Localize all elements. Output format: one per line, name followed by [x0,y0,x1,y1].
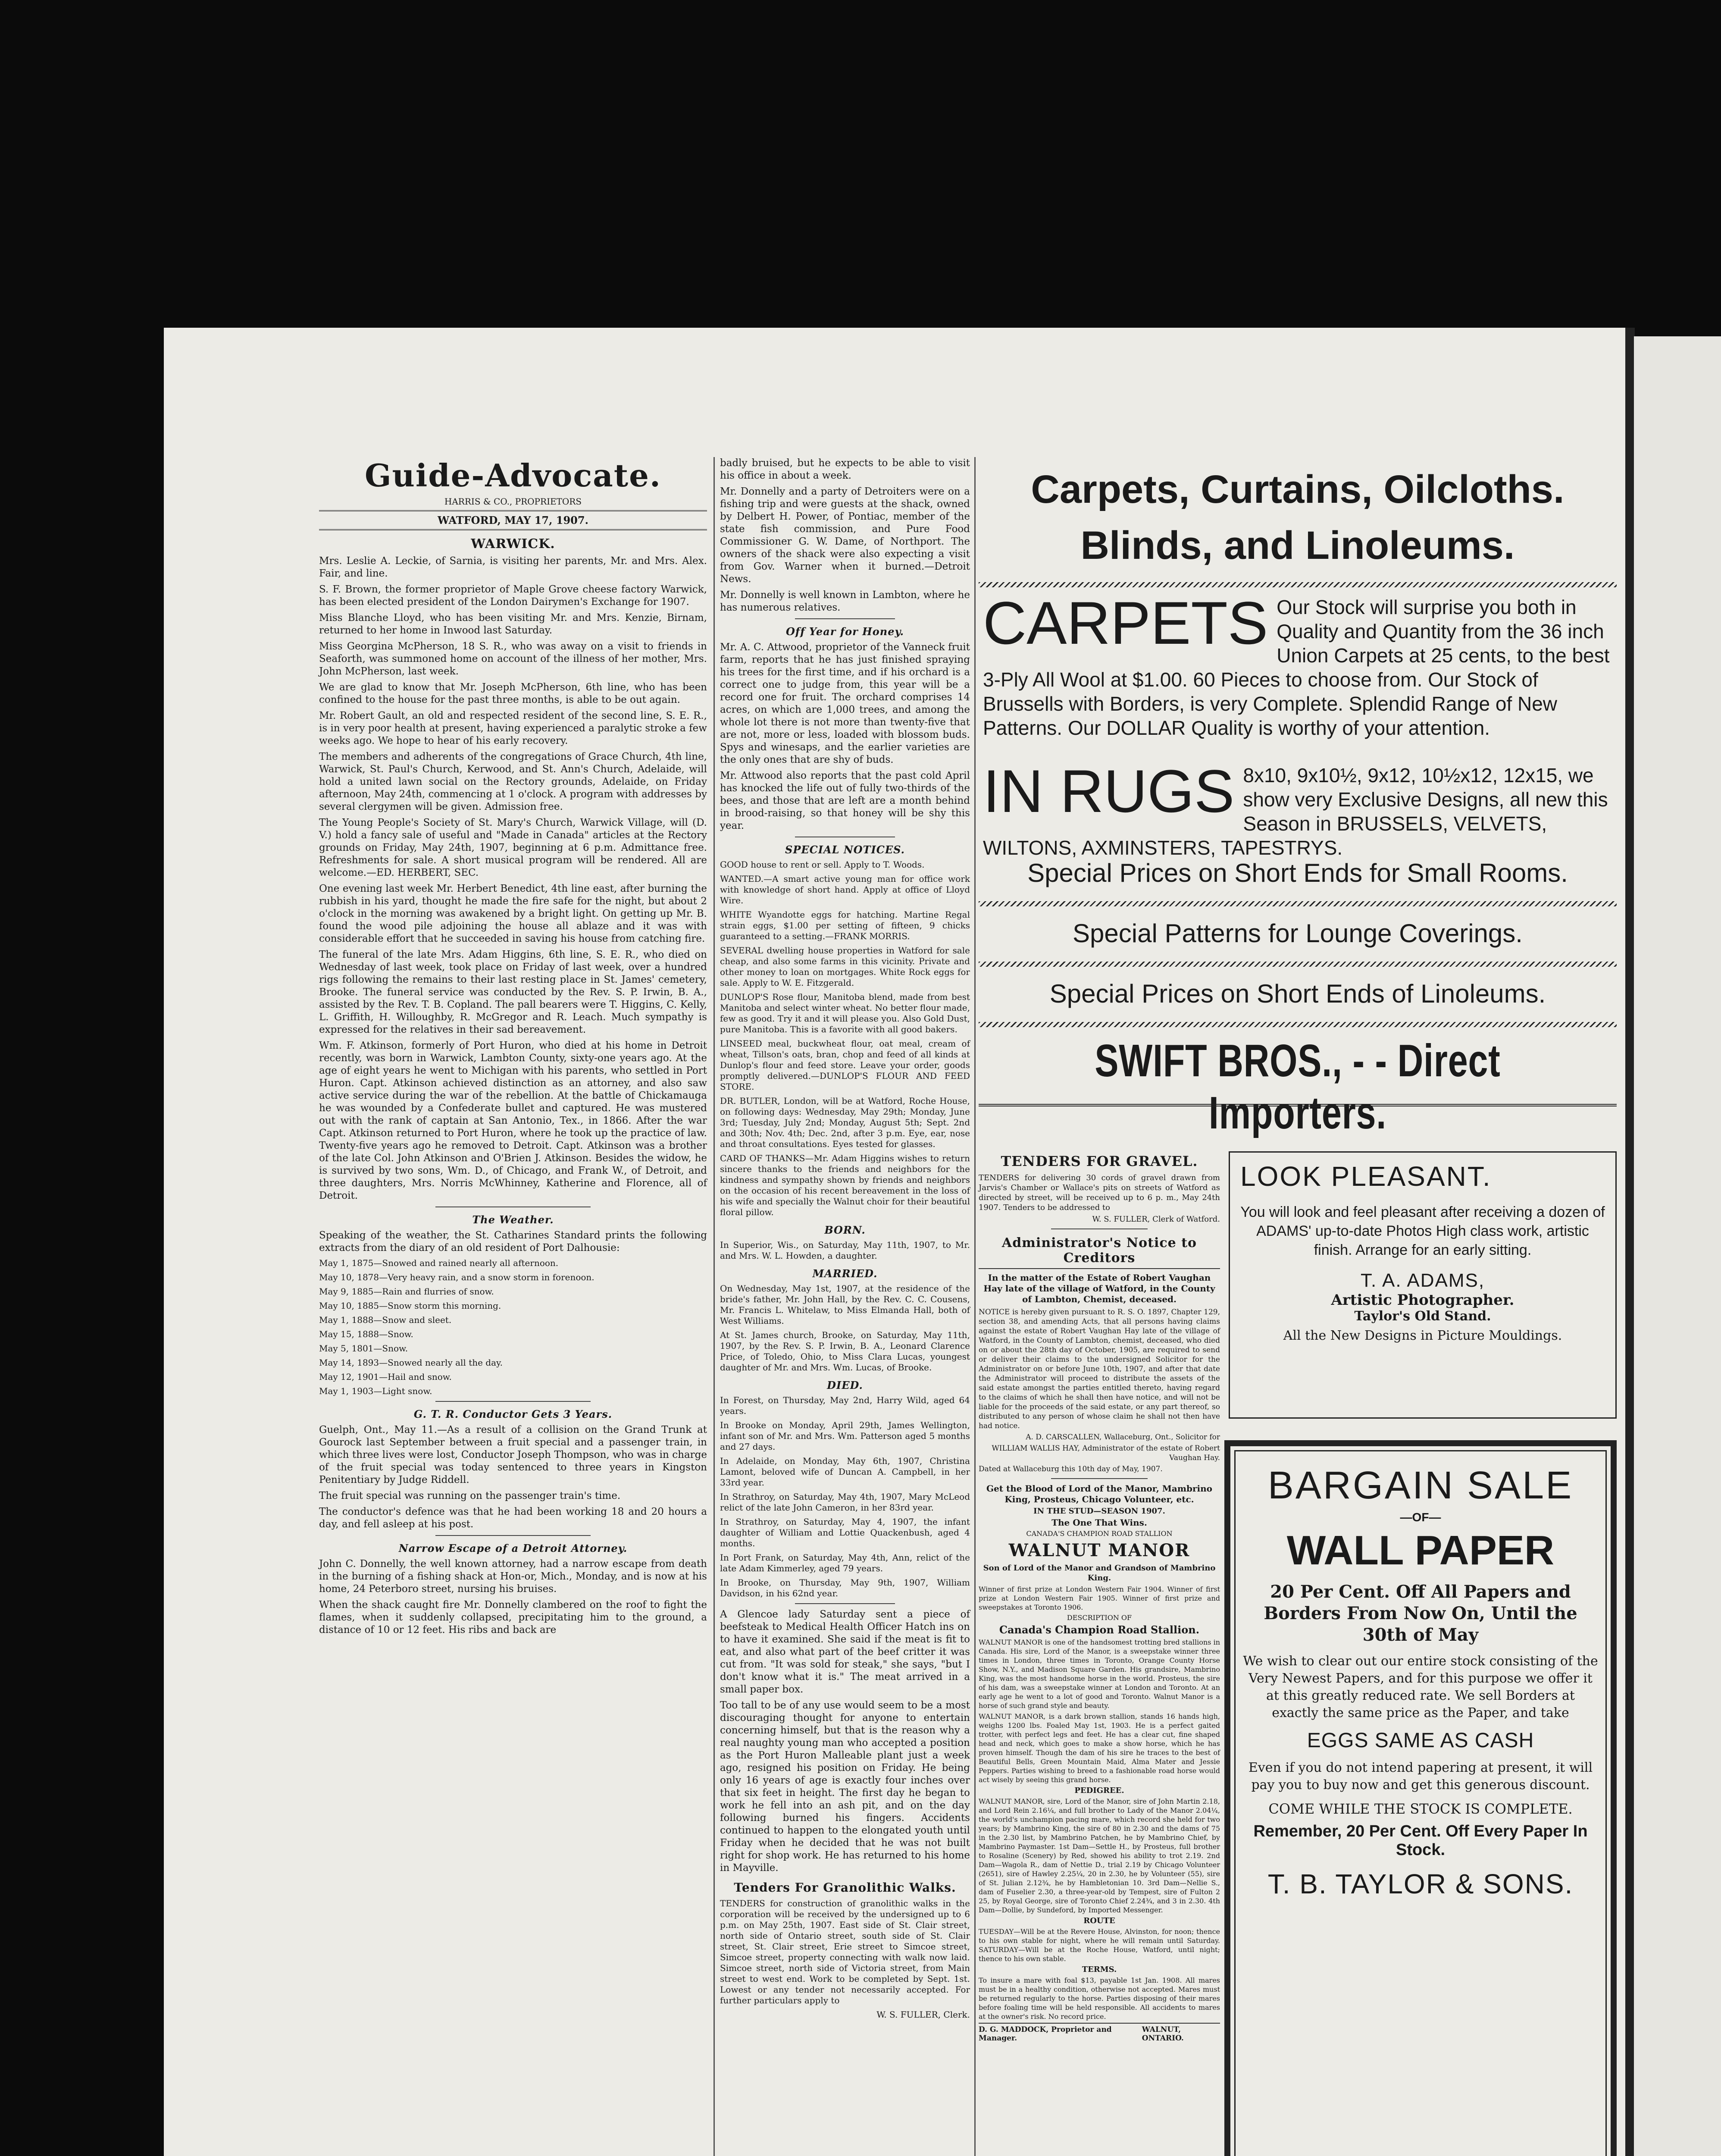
walnut-desc-name: Canada's Champion Road Stallion. [999,1623,1200,1636]
column-rule [713,457,715,2156]
walnut-desc-head: DESCRIPTION OF [1067,1614,1132,1622]
born-entry: In Superior, Wis., on Saturday, May 11th, 1907, to Mr. and Mrs. W. L. Howden, a daughter. [720,1240,970,1261]
notice-item: LINSEED meal, buckwheat flour, oat meal, cream of wheat, Tillson's oats, bran, chop and feed of all kinds at Dunlop's flour and feed store. Leave your order, goods promptly delivered.—DUNLOP'S FLOUR AND FEED STORE. [720,1038,970,1092]
died-entry: In Forest, on Thursday, May 2nd, Harry Wild, aged 64 years. [720,1395,970,1416]
notices-heading: SPECIAL NOTICES. [785,843,905,856]
bargain-wall: WALL PAPER [1286,1527,1555,1573]
attorney-para: John C. Donnelly, the well known attorney, had a narrow escape from death in the burning of a fishing shack at Hon-or, Mich., Monday, and is now at his home, 24 Peterboro street, nursing his bruises. [319,1558,707,1595]
weather-entry: May 14, 1893—Snowed nearly all the day. [319,1357,503,1368]
weather-entry: May 1, 1888—Snow and sleet. [319,1315,452,1325]
admin-date: Dated at Wallaceburg this 10th day of May, 1907. [979,1465,1163,1473]
divider [1051,1228,1148,1229]
honey-heading: Off Year for Honey. [785,625,904,638]
warwick-para: We are glad to know that Mr. Joseph McPherson, 6th line, who has been confined to the house for the past three months, is able to be out again. [319,682,707,705]
masthead-title: Guide-Advocate. [365,457,661,494]
special-line-2: Special Patterns for Lounge Coverings. [1073,919,1523,948]
weather-entry: May 1, 1903—Light snow. [319,1386,432,1396]
border-ornament [979,962,1617,967]
border-ornament [979,901,1617,906]
notice-item: SEVERAL dwelling house properties in Watford for sale cheap, and also some farms in this vicinity. Private and other money to loan on mortgages. White Rock eggs for sale. Apply to W. E. Fitzgerald. [720,945,970,988]
carpets-block [983,589,1612,740]
bargain-remember: Remember, 20 Per Cent. Off Every Paper In Stock. [1253,1822,1588,1859]
divider [435,1535,591,1536]
died-heading: DIED. [827,1379,863,1391]
died-entry: In Strathroy, on Saturday, May 4th, 1907, Mary McLeod relict of the late John Cameron, in her 83rd year. [720,1492,970,1513]
newspaper-page [164,328,1630,2156]
rugs-block [983,757,1612,860]
gravel-heading: TENDERS FOR GRAVEL. [1001,1153,1198,1169]
warwick-para: The funeral of the late Mrs. Adam Higgins, 6th line, S. E. R., who died on Wednesday of last week, took place on Friday of last week, over a hundred rigs following the remains to their last resting place in St. James' cemetery, Brooke. The funeral service was conducted by the Rev. S. P. Irwin, B. A., assisted by the Rev. T. B. Copland. The pall bearers were T. Higgins, C. Kelly, L. Griffith, H. Willoughby, R. McGregor and R. Leach. Much sympathy is expressed for the relatives in their sad bereavement. [319,949,707,1035]
divider [435,1401,591,1402]
blinds-banner: Blinds, and Linoleums. [1080,523,1515,567]
weather-entry: May 15, 1888—Snow. [319,1329,413,1339]
continued-para: Mr. Donnelly is well known in Lambton, where he has numerous relatives. [720,589,970,613]
divider [435,1206,591,1207]
honey-para: Mr. Attwood also reports that the past cold April has knocked the life out of fully two-thirds of the bees, and those that are left are a month behind in brood-raising, so that honey will be shy this year. [720,770,970,831]
gtr-para: The fruit special was running on the passenger train's time. [319,1490,621,1501]
notice-item: DR. BUTLER, London, will be at Watford, Roche House, on following days: Wednesday, May 29th; Monday, June 3rd; Tuesday, July 2nd; Monday, August 5th; Sept. 2nd and 30th; Nov. 4th; Dec. 2nd, after 3 p.m. Eye, ear, nose and throat consultations. Eyes tested for glasses. [720,1096,970,1149]
local-para: A Glencoe lady Saturday sent a piece of beefsteak to Medical Health Officer Hatch ins on to have it examined. She said if the meat is fit to eat, and also what part of the beef critter it was cut from. "It was sold for steak," she says, "but I don't know what it is." The meat arrived in a small paper box. [720,1609,970,1695]
terms-text: To insure a mare with foal $13, payable 1st Jan. 1908. All mares must be in a healthy condition, otherwise not accepted. Mares must be returned regularly to the horse. Parties disposing of their mares before foaling time will be held responsible. All accidents to mares at the owner's risk. No record price. [979,1976,1220,2021]
divider [979,1104,1617,1106]
maddock-line [979,2023,1220,2043]
honey-para: Mr. A. C. Attwood, proprietor of the Vanneck fruit farm, reports that he has just finished spraying his trees for the first time, and if his orchard is a correct one to judge from, this year will be a record one for fruit. The orchard comprises 14 acres, on which are 1,000 trees, and among the whole lot there is not more than twenty-five that are not, more or less, loaded with blossom buds. Spys and winesaps, and the earlier varieties are the only ones that are shy of buds. [720,642,970,765]
died-entry: In Brooke on Monday, April 29th, James Wellington, infant son of Mr. and Mrs. Wm. Patterson aged 5 months and 27 days. [720,1420,970,1452]
pedigree-text: WALNUT MANOR, sire, Lord of the Manor, sire of John Martin 2.18, and Lord Rein 2.16¼, and full brother to Lady of the Manor 2.04¼, the world's unchampion pacing mare, which record she held for two years; by Mambrino King, the sire of 80 in 2.30 and the dams of 75 in the 2.30 list, by Mambrino Patchen, he by Mambrino Chief, by Mambrino Paymaster. 1st Dam—Settle H., by Prosteus, full brother to Rosaline (Scenery) by Red, showed his ability to trot 2.19. 2nd Dam—Wagola R., dam of Nettie D., trial 2.19 by Chicago Volunteer (2651), sire of Hawley 2.25¼, 20 in 2.30, he by Volunteer (55), sire of St. Julian 2.12¾, he by Hambletonian 10. 3rd Dam—Nellie S., dam of Fuselier 2.30, a three-year-old by Tempest, sire of Fulton 2 25, by Royal George, sire of Toronto Chief 2.24¾, and 3 in 2.30. 4th Dam—Dollie, by Sundeford, by Imported Messenger. [979,1797,1220,1914]
warwick-para: Wm. F. Atkinson, formerly of Port Huron, who died at his home in Detroit recently, was born in Warwick, Lambton County, sixty-one years ago. At the age of eight years he went to Michigan with his parents, who settled in Port Huron. Capt. Atkinson achieved distinction as an attorney, and also saw active service during the war of the rebellion. At the battle of Chickamauga he was wounded by a Confederate bullet and captured. He was mustered out with the rank of captain at San Antonio, Tex., in 1866. After the war Capt. Atkinson returned to Port Huron, where he took up the practice of law. Twenty-five years ago he removed to Detroit. Capt. Atkinson was a brother of the late Col. John Atkinson and O'Brien J. Atkinson. Besides the widow, he is survived by two sons, Wm. D., of Chicago, and Frank W., of Detroit, and three daughters, Mrs. Norris McWhinney, Katherine and Florence, all of Detroit. [319,1040,707,1201]
died-entry: In Brooke, on Thursday, May 9th, 1907, William Davidson, in his 62nd year. [720,1577,970,1598]
warwick-para: The Young People's Society of St. Mary's Church, Warwick Village, will (D. V.) hold a fancy sale of useful and "Made in Canada" articles at the Rectory grounds on Friday, May 24th, 1907, beginning at 6 p.m. Admittance free. Refreshments for sale. A short musical program will be rendered. All are welcome.—ED. HERBERT, SEC. [319,817,707,878]
walnut-son: Son of Lord of the Manor and Grandson of Mambrino King. [983,1564,1216,1583]
gtr-heading: G. T. R. Conductor Gets 3 Years. [413,1408,613,1420]
weather-entry: May 9, 1885—Rain and flurries of snow. [319,1286,494,1297]
notice-item: DUNLOP'S Rose flour, Manitoba blend, made from best Manitoba and select winter wheat. No better flour made, few as good. Try it and it will please you. Also Gold Dust, pure Manitoba. This is a favorite with all good bakers. [720,992,970,1034]
bargain-sale-ad [1224,1440,1617,2156]
married-heading: MARRIED. [812,1267,878,1280]
carpets-ad [979,466,1617,1138]
bargain-text2: Even if you do not intend papering at present, it will pay you to buy now and get this generous discount. [1248,1760,1593,1792]
publishers-line: HARRIS & CO., PROPRIETORS [444,496,582,507]
special-line-1: Special Prices on Short Ends for Small Rooms. [1027,859,1568,887]
weather-heading: The Weather. [472,1213,554,1226]
walnut-name: WALNUT MANOR [1008,1540,1190,1561]
strip-fragment [1634,716,1721,739]
continued-para: badly bruised, but he expects to be able to visit his office in about a week. [720,458,970,481]
weather-entry: May 10, 1885—Snow storm this morning. [319,1300,501,1311]
maddock-name: D. G. MADDOCK, Proprietor and Manager. [979,2025,1112,2043]
carpets-word: CARPETS [983,589,1268,657]
bargain-text: We wish to clear out our entire stock consisting of the Very Newest Papers, and for this purpose we offer it at this greatly reduced rate. We sell Borders at exactly the same price as the Paper, and take [1243,1654,1598,1720]
notice-item: WHITE Wyandotte eggs for hatching. Martine Regal strain eggs, $1.00 per setting of fifteen, 9 chicks guaranteed to a setting.—FRANK MORRIS. [720,909,970,941]
granolithic-para: TENDERS for construction of granolithic walks in the corporation will be received by the undersigned up to 6 p.m. on May 25th, 1907. East side of St. Clair street, north side of Ontario street, south side of St. Clair street, St. Clair street, Erie street to Simcoe street, Simcoe street, property connecting with walk now laid. Simcoe street, north side of Victoria street, from Main street to west end. Work to be completed by Sept. 1st. Lowest or any tender not necessarily accepted. For further particulars apply to [720,1898,970,2006]
column-1 [319,457,707,1640]
local-para: Too tall to be of any use would seem to be a most discouraging thought for anyone to entertain concerning himself, but that is the reason why a real naughty young man who accepted a position as the Port Huron Malleable plant just a week ago, resigned his position on Friday. He being only 16 years of age is exactly four inches over that six feet in height. The first day he began to work he fell into an ash pit, and on the day following burned his fingers. Accidents continued to happen to the elongated youth until Friday when he decided that he was not built right for shop work. He has returned to his home in Mayville. [720,1700,970,1874]
rugs-text: 8x10, 9x10½, 9x12, 10½x12, 12x15, we show very Exclusive Designs, all new this Season in BRUSSELS, VELVETS, WILTONS, AXMINSTERS, TAPESTRYS. [983,764,1608,859]
carpets-text: Our Stock will surprise you both in Quality and Quantity from the 36 inch Union Carpets at 25 cents, to the best 3-Ply All Wool at $1.00. 60 Pieces to choose from. Our Stock of Brussells with Borders, is very Complete. Splendid Range of New Patterns. Our DOLLAR Quality is worthy of your attention. [983,596,1610,739]
look-pleasant-ad [1229,1151,1617,1419]
route-text: TUESDAY—Will be at the Revere House, Alvinston, for noon; thence to his own stable for night, where he will remain until Saturday. SATURDAY—Will be at the Roche House, Watford, until night; thence to his own stable. [979,1927,1220,1963]
dateline: WATFORD, MAY 17, 1907. [319,510,707,530]
bargain-percent: 20 Per Cent. Off All Papers and Borders From Now On, Until the 30th of May [1264,1582,1577,1645]
gravel-text: TENDERS for delivering 30 cords of gravel drawn from Jarvis's Chamber or Wallace's pits on streets of Watford as directed by street, will be received up to 6 p. m., May 24th 1907. Tenders to be addressed to [979,1173,1220,1212]
swift-bros: SWIFT BROS., - - Direct Importers. [1095,1035,1501,1138]
warwick-section [319,555,707,1202]
bargain-of: —OF— [1400,1510,1441,1524]
look-text: You will look and feel pleasant after receiving a dozen of ADAMS' up-to-date Photos High class work, artistic finish. Arrange for an early sitting. [1240,1204,1605,1258]
walnut-intro: Get the Blood of Lord of the Manor, Mambrino King, Prosteus, Chicago Volunteer, etc. [986,1483,1212,1504]
walnut-canada: CANADA'S CHAMPION ROAD STALLION [1026,1529,1173,1538]
column-rule [974,457,976,2156]
granolithic-heading: Tenders For Granolithic Walks. [734,1880,956,1895]
weather-entry: May 1, 1875—Snowed and rained nearly all afternoon. [319,1258,559,1268]
bargain-eggs: EGGS SAME AS CASH [1307,1729,1534,1752]
married-entry: At St. James church, Brooke, on Saturday, May 11th, 1907, by the Rev. S. P. Irwin, B. A., Leonard Clarence Price, of Toledo, Ohio, to Miss Clara Lucas, youngest daughter of Mr. and Mrs. Wm. Lucas, of Brooke. [720,1330,970,1373]
warwick-heading: WARWICK. [471,536,555,552]
admin-text: NOTICE is hereby given pursuant to R. S. O. 1897, Chapter 129, section 38, and amending Acts, that all persons having claims against the estate of Robert Vaughan Hay late of the village of Watford, in the County of Lambton, chemist, deceased, who died on or about the 28th day of October, 1905, are required to send or deliver their claims to the undersigned Solicitor for the Administrator on or before June 10th, 1907, and after that date the Administrator will proceed to distribute the assets of the said estate amongst the parties entitled thereto, having regard to the claims of which he shall then have notice, and will not be liable for the proceeds of the said estate, or any part thereof, so distributed to any person of whose claim he shall not then have had notice. [979,1308,1220,1430]
bargain-taylor: T. B. TAYLOR & SONS. [1267,1868,1574,1899]
walnut-desc: WALNUT MANOR, is a dark brown stallion, stands 16 hands high, weighs 1200 lbs. Foaled May 1st, 1903. He is a perfect gaited trotter, with perfect legs and feet. He has a clear cut, fine shaped head and neck, which goes to make a show horse, which he has proven himself. Though the dam of his sire he traces to the best of Beautiful Bells, Green Mountain Maid, Alma Mater and Jessie Peppers. Parties wishing to breed to a fashionable road horse would act wisely by seeing this grand horse. [979,1712,1220,1784]
adjacent-page-strip [1634,336,1721,2156]
divider [795,618,895,619]
warwick-para: Miss Blanche Lloyd, who has been visiting Mr. and Mrs. Kenzie, Birnam, returned to her home in Inwood last Saturday. [319,612,707,636]
warwick-para: Miss Georgina McPherson, 18 S. R., who was away on a visit to friends in Seaforth, was summoned home on account of the illness of her mother, Mrs. John McPherson, last week. [319,641,707,677]
continued-para: Mr. Donnelly and a party of Detroiters were on a fishing trip and were guests at the shack, owned by Delbert H. Power, of Pontiac, member of the state fish commission, and Pure Food Commissioner G. W. Dame, of Northport. The owners of the shack were also expecting a visit from Gov. Warner when it burned.—Detroit News. [720,486,970,585]
divider [795,1603,895,1604]
granolithic-sign: W. S. FULLER, Clerk. [876,2009,970,2020]
admin-heading: Administrator's Notice to Creditors [979,1235,1220,1269]
weather-entry: May 5, 1801—Snow. [319,1343,408,1354]
notice-item: CARD OF THANKS—Mr. Adam Higgins wishes to return sincere thanks to the friends and neighbors for the kindness and sympathy shown by friends and neighbors on the occasion of his recent bereavement in the loss of his wife and specially the Walnut choir for their beautiful floral pillow. [720,1153,970,1217]
bargain-heading: BARGAIN SALE [1267,1464,1574,1507]
weather-entry: May 12, 1901—Hail and snow. [319,1372,452,1382]
rugs-word: IN RUGS [983,757,1235,825]
notice-item: WANTED.—A smart active young man for office work with knowledge of short hand. Apply at office of Lloyd Wire. [720,874,970,906]
special-line-3: Special Prices on Short Ends of Linoleums. [1049,979,1546,1008]
look-place: Taylor's Old Stand. [1354,1309,1491,1324]
attorney-para: When the shack caught fire Mr. Donnelly clambered on the roof to fight the flames, when it suddenly collapsed, precipitating him to the ground, a distance of 10 or 12 feet. His ribs and back are [319,1599,707,1636]
gtr-para: The conductor's defence was that he had been working 18 and 20 hours a day, and fell asleep at his post. [319,1506,707,1530]
walnut-stud: IN THE STUD—SEASON 1907. [1033,1507,1165,1516]
page-gutter [1625,328,1635,2156]
warwick-para: Mr. Robert Gault, an old and respected resident of the second line, S. E. R., is in very poor health at present, having experienced a paralytic stroke a few weeks ago. We hope to hear of his early recovery. [319,710,707,746]
weather-para: Speaking of the weather, the St. Catharines Standard prints the following extracts from the diary of an old resident of Port Dalhousie: [319,1230,707,1253]
warwick-para: One evening last week Mr. Herbert Benedict, 4th line east, after burning the rubbish in his yard, thought he made the fire safe for the night, but about 2 o'clock in the morning was awakened by a bright light. On getting up Mr. B. found the wood pile adjoining the house all ablaze and it was with considerable effort that he succeeded in saving his house from catching fire. [319,883,707,944]
look-heading: LOOK PLEASANT. [1240,1161,1492,1192]
terms-head: TERMS. [1082,1965,1117,1974]
born-heading: BORN. [824,1224,866,1236]
border-ornament [979,1022,1617,1027]
admin-sign: A. D. CARSCALLEN, Wallaceburg, Ont., Solicitor for [1026,1433,1220,1442]
look-name: T. A. ADAMS, [1360,1270,1485,1291]
look-foot: All the New Designs in Picture Mouldings. [1283,1328,1562,1343]
border-ornament [979,582,1617,587]
look-title: Artistic Photographer. [1331,1291,1514,1309]
gravel-sign: W. S. FULLER, Clerk of Watford. [1092,1215,1220,1224]
warwick-para: The members and adherents of the congregations of Grace Church, 4th line, Warwick, St. Paul's Church, Kerwood, and St. Ann's Church, Adelaide, will hold a united lawn social on the Rectory grounds, Adelaide, on Friday afternoon, May 24th, commencing at 1 o'clock. A program with addresses by several clergymen will be given. Admission free. [319,751,707,812]
maddock-place: WALNUT, ONTARIO. [1142,2025,1184,2043]
died-entry: In Strathroy, on Saturday, May 4, 1907, the infant daughter of William and Lottie Quackenbush, aged 4 months. [720,1517,970,1548]
warwick-para: Mrs. Leslie A. Leckie, of Sarnia, is visiting her parents, Mr. and Mrs. Alex. Fair, and line. [319,555,707,579]
walnut-prizes: Winner of first prize at London Western Fair 1904. Winner of first prize at London Western Fair 1905. Winner of first prize and sweepstakes at Toronto 1906. [979,1585,1220,1611]
admin-sign: WILLIAM WALLIS HAY, Administrator of the estate of Robert Vaughan Hay. [992,1444,1220,1462]
pedigree-head: PEDIGREE. [1074,1786,1124,1795]
walnut-one: The One That Wins. [1051,1517,1147,1528]
carpets-banner: Carpets, Curtains, Oilcloths. [1031,467,1565,511]
walnut-desc: WALNUT MANOR is one of the handsomest trotting bred stallions in Canada. His sire, Lord of the Manor, is a sweepstake winner three times in London, three times in Toronto, Orange County Horse Show, N.Y., and Madison Square Garden. His grandsire, Mambrino King, was the most handsome horse in the world. Prosteus, the sire of his dam, was a sweepstake winner at London and Toronto. At an early age he went to a lot of good and Toronto. Walnut Manor is a horse of such grand style and beauty. [979,1638,1220,1710]
bargain-come: COME WHILE THE STOCK IS COMPLETE. [1268,1801,1573,1817]
weather-entry: May 10, 1878—Very heavy rain, and a snow storm in forenoon. [319,1272,595,1282]
notices-subcolumn [979,1147,1220,2043]
admin-sub: In the matter of the Estate of Robert Vaughan Hay late of the village of Watford, in the County of Lambton, Chemist, deceased. [983,1272,1215,1304]
gtr-para: Guelph, Ont., May 11.—As a result of a collision on the Grand Trunk at Gourock last September between a fruit special and a passenger train, in which three lives were lost, Conductor Joseph Thompson, who was in charge of the fruit special was today sentenced to three years in Kingston Penitentiary by Judge Riddell. [319,1424,707,1485]
attorney-heading: Narrow Escape of a Detroit Attorney. [398,1542,628,1554]
column-2 [720,457,970,2024]
notice-item: GOOD house to rent or sell. Apply to T. Woods. [720,859,925,870]
died-entry: In Port Frank, on Saturday, May 4th, Ann, relict of the late Adam Kimmerley, aged 79 years. [720,1552,970,1573]
route-head: ROUTE [1083,1916,1115,1925]
died-entry: In Adelaide, on Monday, May 6th, 1907, Christina Lamont, beloved wife of Duncan A. Campbell, in her 33rd year. [720,1456,970,1488]
warwick-para: S. F. Brown, the former proprietor of Maple Grove cheese factory Warwick, has been elected president of the London Dairymen's Exchange for 1907. [319,584,707,608]
married-entry: On Wednesday, May 1st, 1907, at the residence of the bride's father, Mr. John Hall, by the Rev. C. C. Cousens, Mr. Francis L. Whitelaw, to Miss Elmanda Hall, both of West Williams. [720,1283,970,1326]
divider [1051,1478,1148,1479]
